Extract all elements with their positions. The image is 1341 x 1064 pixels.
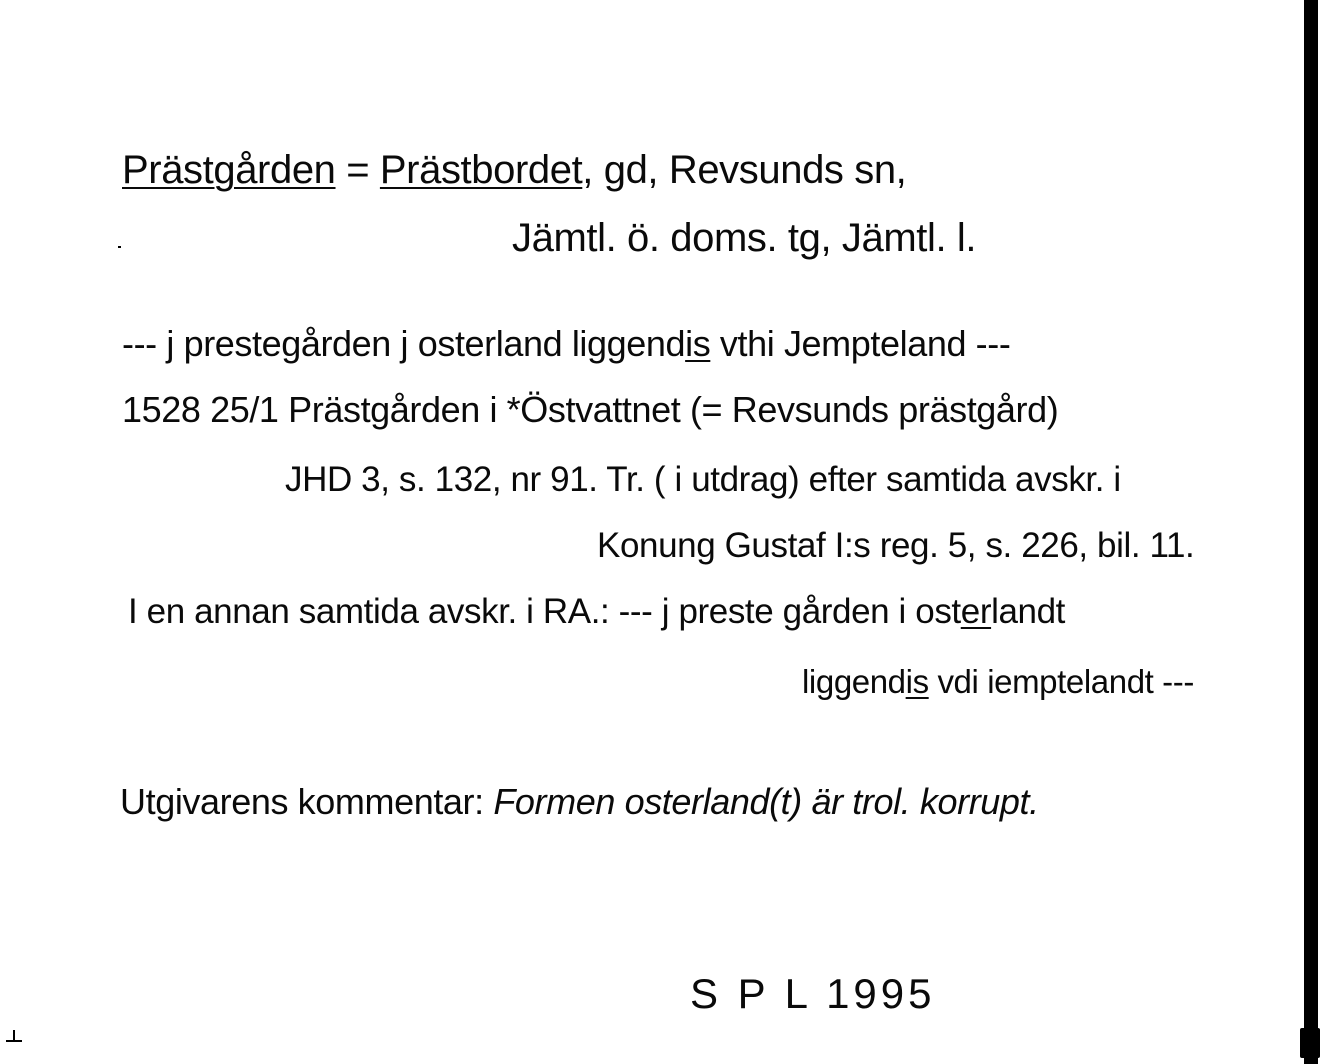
source-line: JHD 3, s. 132, nr 91. Tr. ( i utdrag) efter samtida avskr. i (285, 460, 1121, 499)
comment-text: Formen osterland(t) är trol. korrupt. (493, 781, 1039, 822)
scan-edge-bar-end (1300, 1028, 1320, 1058)
alt-quote-text-end: landt (991, 592, 1065, 631)
scan-speck (118, 246, 121, 248)
alt-quote2-text-end: vdi iemptelandt --- (928, 663, 1194, 700)
alternate-quote-line (128, 590, 1065, 634)
quote-underlined: is (685, 323, 711, 364)
entry-line: 1528 25/1 Prästgården i *Östvattnet (= Revsunds prästgård) (122, 389, 1059, 430)
editor-comment (120, 780, 1039, 824)
alt-quote2-text-start: liggend (802, 663, 906, 700)
source-line-continued: Konung Gustaf I:s reg. 5, s. 226, bil. 11. (597, 526, 1195, 565)
place-description: , gd, Revsunds sn, (582, 148, 907, 192)
place-heading (122, 148, 906, 192)
scan-speck (13, 1030, 15, 1042)
comment-label: Utgivarens kommentar: (120, 781, 494, 822)
alt-quote2-underlined: is (905, 663, 929, 700)
quote-text-end: vthi Jempteland --- (710, 323, 1011, 364)
scan-edge-bar (1304, 0, 1318, 1064)
alternate-quote-line-continued (802, 660, 1194, 704)
equals-sign: = (335, 148, 380, 192)
alt-quote-text-start: I en annan samtida avskr. i RA.: --- j preste gården i ost (128, 592, 961, 631)
footer-signature: S P L 1995 (690, 970, 936, 1017)
place-alias: Prästbordet (379, 148, 583, 192)
quote-text-start: --- j prestegården j osterland liggend (122, 323, 686, 364)
place-name: Prästgården (122, 148, 336, 192)
quote-line (122, 322, 1010, 366)
alt-quote-underlined: er (960, 592, 992, 631)
place-jurisdiction: Jämtl. ö. doms. tg, Jämtl. l. (512, 216, 977, 260)
